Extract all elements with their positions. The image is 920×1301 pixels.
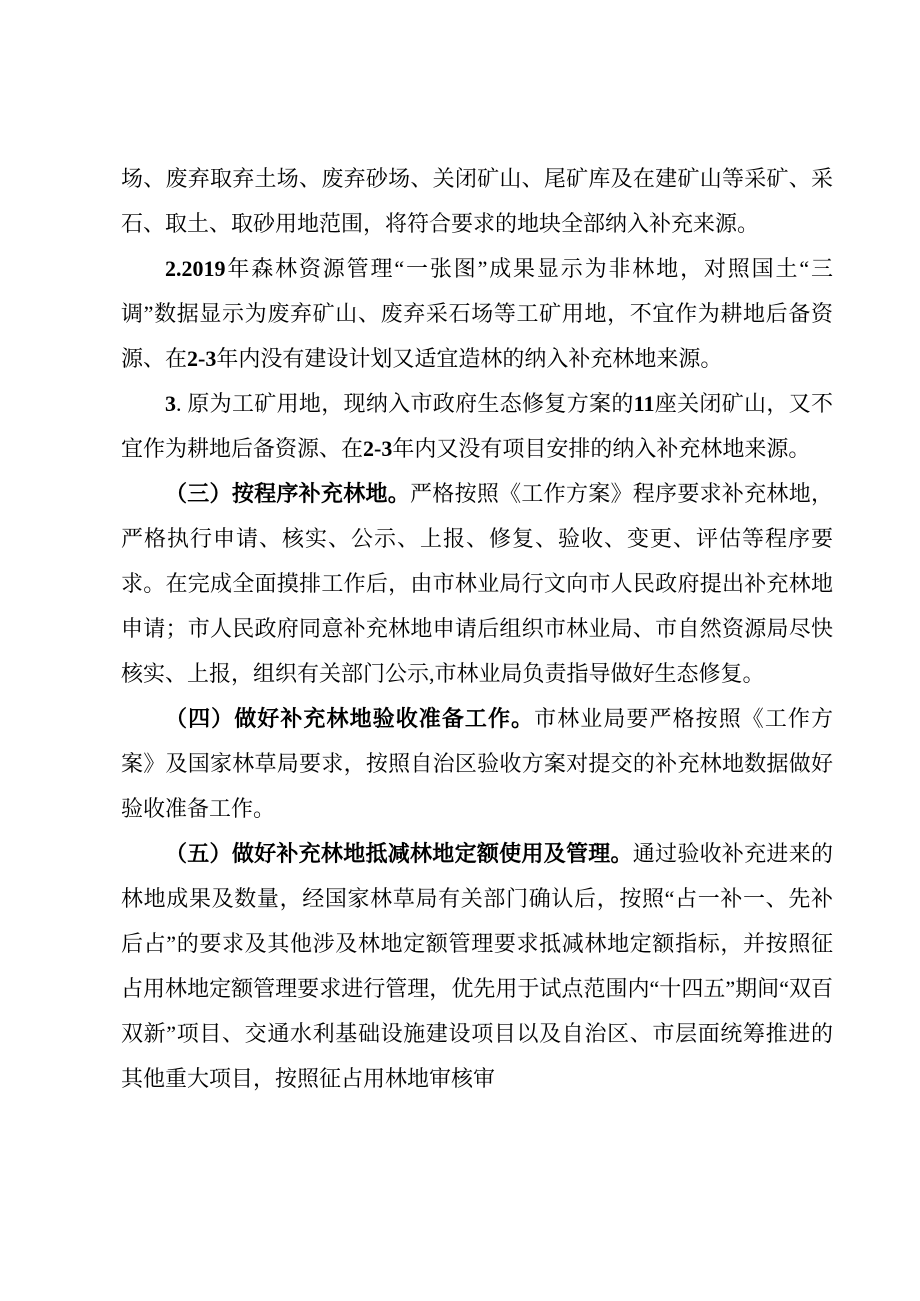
bold-text: （四）做好补充林地验收准备工作。	[165, 706, 535, 731]
body-text: 年内又没有项目安排的纳入补充林地来源。	[392, 436, 811, 461]
bold-text: 2-3	[363, 436, 393, 461]
body-text: . 原为工矿用地，现纳入市政府生态修复方案的	[176, 391, 634, 416]
body-text: 场、废弃取弃土场、废弃砂场、关闭矿山、尾矿库及在建矿山等采矿、采石、取土、取砂用地范围，将符合要求的地块全部纳入补充来源。	[121, 166, 833, 236]
body-text: 年森林资源管理“一张图”成果显示为非林地，对照国土“三调”数据显示为废弃矿山、废弃采石场等工矿用地，不宜作为耕地后备资源、在	[121, 256, 833, 371]
paragraph	[121, 381, 833, 471]
body-text: 市林业局要严格按照《工作方案》及国家林草局要求，按照自治区验收方案对提交的补充林地数据做好验收准备工作。	[121, 706, 833, 821]
body-text: 通过验收补充进来的林地成果及数量，经国家林草局有关部门确认后，按照“占一补一、先补后占”的要求及其他涉及林地定额管理要求抵减林地定额指标，并按照征占用林地定额管理要求进行管理，优先用于试点范围内“十四五”期间“双百双新”项目、交通水利基础设施建设项目以及自治区、市层面统筹推进的其他重大项目，按照征占用林地审核审	[121, 841, 833, 1091]
body-text: 年内没有建设计划又适宜造林的纳入补充林地来源。	[216, 346, 723, 371]
bold-text: 2.2019	[165, 256, 226, 281]
bold-text: 2-3	[187, 346, 217, 371]
paragraph	[121, 696, 833, 831]
bold-text: 11	[633, 391, 655, 416]
bold-text: 3	[165, 391, 176, 416]
bold-text: （三）按程序补充林地。	[165, 481, 411, 506]
paragraph	[121, 246, 833, 381]
bold-text: （五）做好补充林地抵减林地定额使用及管理。	[165, 841, 633, 866]
paragraph	[121, 156, 833, 246]
body-text: 座关闭矿山，又不宜作为耕地后备资源、在	[121, 391, 833, 461]
document-body	[121, 156, 833, 1101]
paragraph	[121, 471, 833, 696]
body-text: 严格按照《工作方案》程序要求补充林地，严格执行申请、核实、公示、上报、修复、验收、变更、评估等程序要求。在完成全面摸排工作后，由市林业局行文向市人民政府提出补充林地申请；市人民政府同意补充林地申请后组织市林业局、市自然资源局尽快核实、上报，组织有关部门公示,市林业局负责指导做好生态修复。	[121, 481, 833, 686]
paragraph	[121, 831, 833, 1101]
